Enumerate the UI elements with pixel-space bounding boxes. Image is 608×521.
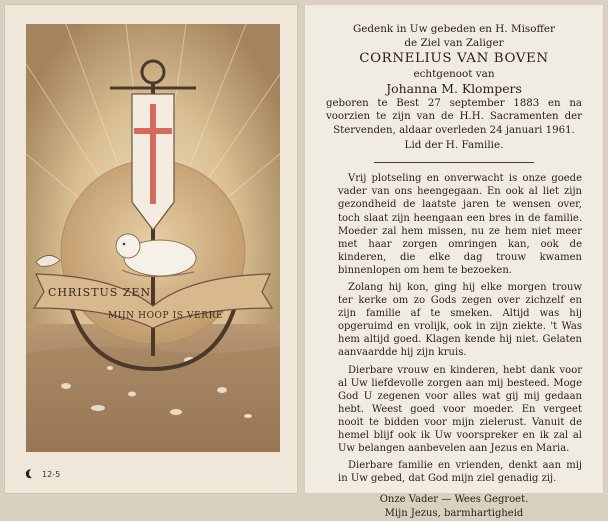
memorial-body: [338, 172, 582, 485]
memorial-text: [304, 4, 604, 521]
paragraph-1: Vrij plotseling en onverwacht is onze goede vader van ons heengegaan. En ook al liet zijn gezondheid de laatste jaren te wensen over, toch slaat zijn heengaan een bres in de familie. Moeder zal hem missen, nu ze hem niet meer met haar zorgen omringen kan, ook de kinderen, die elke dag trouw kwamen binnenlopen om hem te bezoeken.: [338, 173, 582, 276]
print-code: [24, 468, 60, 480]
divider: [374, 162, 534, 163]
holy-card-front: [4, 4, 298, 494]
banner-text-lower: MIJN HOOP IS VERRE: [108, 311, 224, 321]
paragraph-3: Dierbare vrouw en kinderen, hebt dank voor al Uw liefdevolle zorgen aan mij besteed. Moge God U zegenen voor alles wat gij mij gedaan hebt. Weest goed voor moeder. En vergeet nooit te bidden voor mijn zielerust. Vanuit de hemel blijf ook ik Uw voorspreker en ik zal al Uw belangen aanbevelen aan Jezus en Maria.: [338, 364, 582, 455]
membership: Lid der H. Familie.: [404, 139, 504, 152]
memorial-header: [304, 22, 604, 97]
closing-line-2: Mijn Jezus, barmhartigheid: [384, 508, 524, 520]
cross-pennant-icon: [132, 94, 174, 230]
deceased-name: CORNELIUS VAN BOVEN: [359, 51, 549, 66]
header-line-2: de Ziel van Zaliger: [404, 37, 504, 49]
paragraph-2: Zolang hij kon, ging hij elke morgen trouw ter kerke om zo Gods zegen over zichzelf en zijn familie af te smeken. Altijd was hij opgeruimd en vrolijk, ook in zijn ziekte. 't Was hem altijd goed. Klagen kende hij niet. Gelaten aanvaardde hij zijn kruis.: [338, 281, 582, 359]
print-code-text: 12-5: [42, 469, 61, 479]
holy-card-back: [304, 4, 604, 520]
header-line-3: echtgenoot van: [413, 68, 495, 80]
paragraph-4: Dierbare familie en vrienden, denkt aan mij in Uw gebed, dat God mijn ziel genadig zij.: [338, 460, 582, 485]
birth-death-details: geboren te Best 27 september 1883 en na voorzien te zijn van de H.H. Sacramenten der Stervenden, aldaar overleden 24 januari 1961.: [326, 98, 582, 136]
spouse-name: Johanna M. Klompers: [386, 81, 522, 96]
closing-line-1: Onze Vader — Wees Gegroet.: [379, 494, 529, 506]
banner-text: CHRISTUS ZEN: [48, 286, 152, 299]
printer-mark-icon: [24, 468, 34, 480]
devotional-illustration: [26, 24, 280, 452]
header-line-1: Gedenk in Uw gebeden en H. Misoffer: [352, 23, 556, 35]
closing-prayers: [304, 493, 604, 521]
